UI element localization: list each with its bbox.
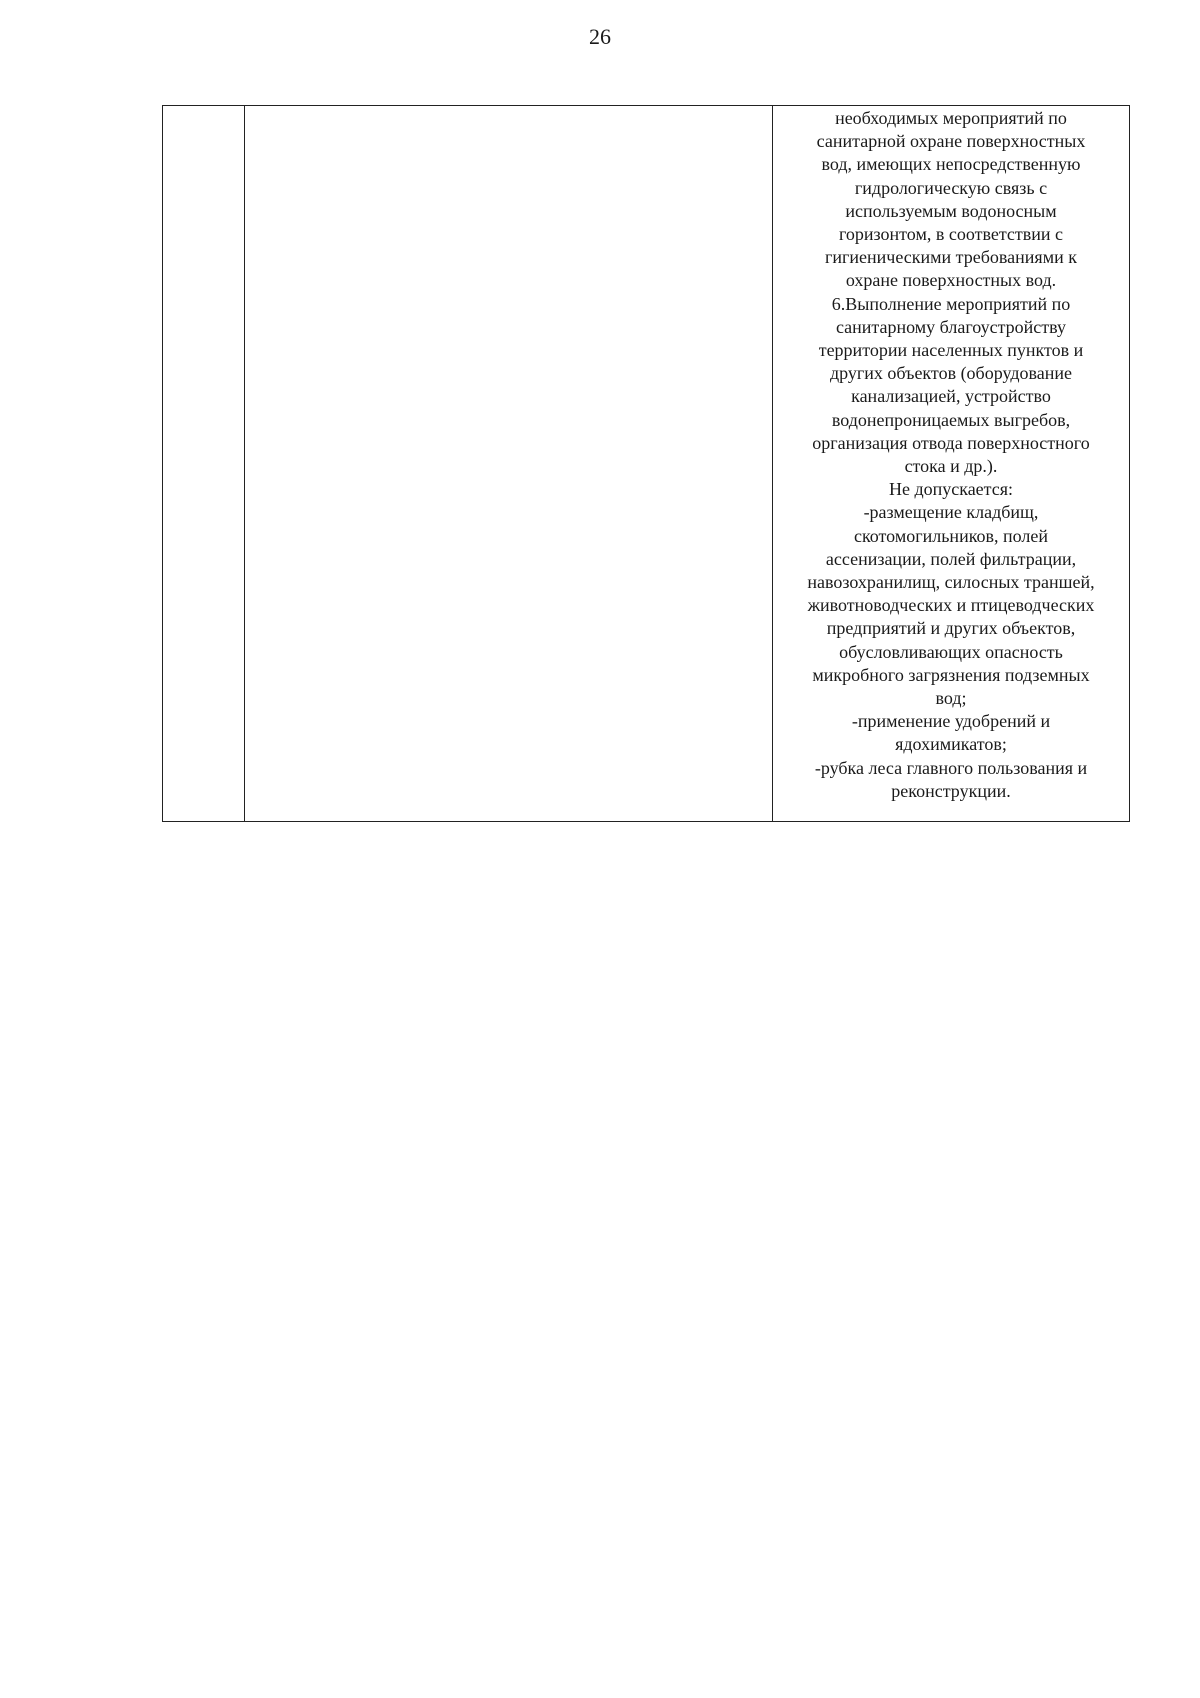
requirements-text-line: -рубка леса главного пользования и [814,757,1088,778]
requirements-text-line: Не допускается: [888,479,1014,500]
requirements-text-line: микробного загрязнения подземных [812,664,1090,685]
requirements-text-line: организация отвода поверхностного [812,432,1090,453]
requirements-table [162,105,1130,822]
table-cell-requirements [773,106,1130,822]
requirements-text-line: обусловливающих опасность [839,641,1063,662]
requirements-text-line: водонепроницаемых выгребов, [831,409,1071,430]
table-row [163,106,1130,822]
requirements-text-line: ядохимикатов; [895,734,1007,755]
requirements-text-line: навозохранилищ, силосных траншей, [807,572,1095,593]
requirements-text-line: используемым водоносным [845,200,1057,221]
requirements-text-line: горизонтом, в соответствии с [838,224,1064,245]
requirements-text-line: территории населенных пунктов и [818,340,1084,361]
requirements-text-line: вод, имеющих непосредственную [821,154,1081,175]
table-cell-number [163,106,245,822]
requirements-text-line: -применение удобрений и [851,711,1051,732]
requirements-text [773,106,1129,821]
requirements-text-line: санитарной охране поверхностных [816,131,1086,152]
requirements-text-line: санитарному благоустройству [835,316,1067,337]
requirements-text-line: предприятий и других объектов, [826,618,1076,639]
requirements-text-line: реконструкции. [891,780,1011,801]
requirements-text-line: животноводческих и птицеводческих [807,595,1095,616]
requirements-text-line: ассенизации, полей фильтрации, [825,548,1077,569]
requirements-text-line: вод; [935,688,967,709]
requirements-text-line: гидрологическую связь с [854,177,1048,198]
requirements-text-line: стока и др.). [904,456,998,477]
requirements-text-line: скотомогильников, полей [853,525,1049,546]
requirements-text-line: охране поверхностных вод. [845,270,1057,291]
page-number: 26 [589,24,611,49]
requirements-text-line: необходимых мероприятий по [835,108,1067,128]
requirements-text-line: гигиеническими требованиями к [825,247,1077,268]
requirements-text-line: канализацией, устройство [851,386,1051,407]
table-cell-zone [245,106,773,822]
requirements-text-line: 6.Выполнение мероприятий по [831,293,1071,314]
requirements-text-line: других объектов (оборудование [829,363,1073,384]
requirements-text-line: -размещение кладбищ, [863,502,1039,523]
